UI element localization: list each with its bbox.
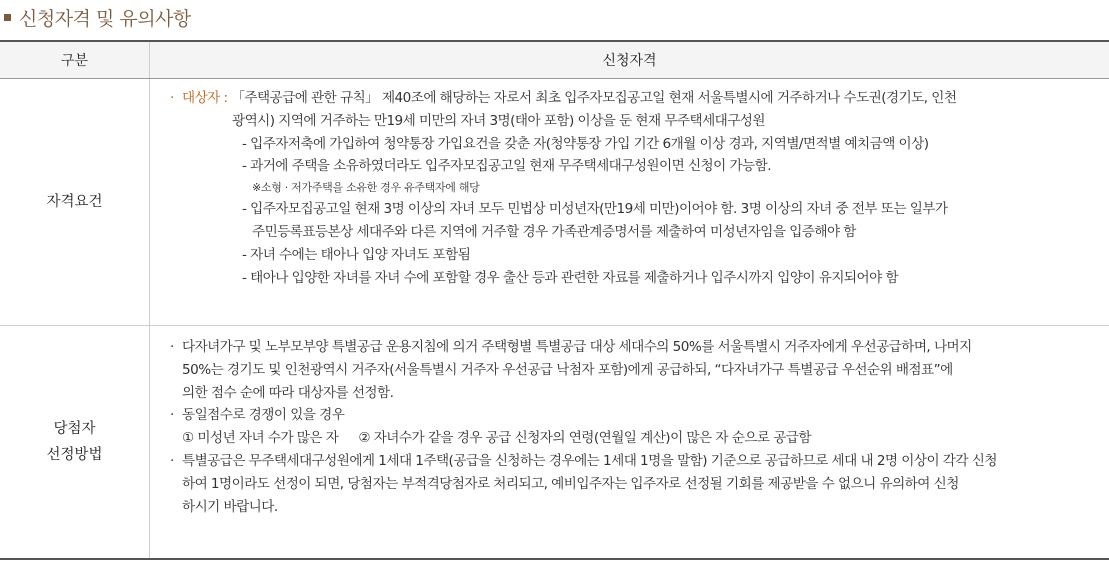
paragraph-text: 동일점수로 경쟁이 있을 경우 bbox=[182, 407, 345, 424]
requirement-item: - 자녀 수에는 태아나 입양 자녀도 포함됨 bbox=[242, 246, 471, 263]
header-qualification: 신청자격 bbox=[150, 41, 1109, 79]
selection-content bbox=[150, 326, 1109, 560]
paragraph-cont: 하여 1명이라도 선정이 되면, 당첨자는 부적격당첨자로 처리되고, 예비입주자는 입주자로 선정될 기회를 제공받을 수 없으니 유의하여 신청 bbox=[182, 475, 959, 492]
paragraph-text: 다자녀가구 및 노부모부양 특별공급 운용지침에 의거 주택형별 특별공급 대상 세대수의 50%를 서울특별시 거주자에게 우선공급하며, 나머지 bbox=[182, 339, 972, 355]
selection-paragraph bbox=[170, 450, 1101, 473]
requirement-item: - 입주자모집공고일 현재 3명 이상의 자녀 모두 민법상 미성년자(만19세 미만)이어야 함. 3명 이상의 자녀 중 전부 또는 일부가 bbox=[242, 201, 948, 218]
header-category: 구분 bbox=[0, 41, 150, 79]
requirement-item: - 입주자저축에 가입하여 청약통장 가입요건을 갖춘 자(청약통장 가입 기간 6개월 이상 경과, 지역별/면적별 예치금액 이상) bbox=[242, 135, 929, 152]
qualification-table bbox=[0, 40, 1109, 560]
table-row-eligibility bbox=[0, 79, 1109, 326]
requirement-item: - 과거에 주택을 소유하였더라도 입주자모집공고일 현재 무주택세대구성원이면 신청이 가능함. bbox=[242, 158, 771, 175]
middle-dot-icon: · bbox=[170, 452, 174, 469]
tiebreak-option-2: ② 자녀수가 같을 경우 공급 신청자의 연령(연월일 계산)이 많은 자 순으로 공급함 bbox=[358, 430, 811, 447]
target-text-cont: 광역시) 지역에 거주하는 만19세 미만의 자녀 3명(태아 포함) 이상을 둔 현재 무주택세대구성원 bbox=[232, 112, 765, 129]
section-title: 신청자격 및 유의사항 bbox=[19, 7, 191, 30]
selection-paragraph bbox=[170, 404, 1101, 427]
middle-dot-icon: · bbox=[170, 407, 174, 424]
square-bullet-icon bbox=[4, 14, 11, 21]
tiebreak-option-1: ① 미성년 자녀 수가 많은 자 bbox=[182, 430, 339, 447]
row-label-line: 당첨자 bbox=[53, 421, 96, 437]
paragraph-cont: 50%는 경기도 및 인천광역시 거주자(서울특별시 거주자 우선공급 낙첨자 포함)에게 공급하되, “다자녀가구 특별공급 우선순위 배점표”에 bbox=[182, 361, 953, 378]
middle-dot-icon: · bbox=[170, 90, 174, 106]
requirement-note: ※소형 · 저가주택을 소유한 경우 유주택자에 해당 bbox=[252, 181, 480, 195]
table-header-row bbox=[0, 41, 1109, 79]
paragraph-cont: 의한 점수 순에 따라 대상자를 선정함. bbox=[182, 384, 394, 401]
requirement-item: - 태아나 입양한 자녀를 자녀 수에 포함할 경우 출산 등과 관련한 자료를 제출하거나 입주시까지 입양이 유지되어야 함 bbox=[242, 269, 899, 286]
tiebreak-options bbox=[170, 427, 1101, 450]
row-label-selection bbox=[0, 326, 150, 560]
target-line bbox=[170, 87, 1101, 110]
table-row-selection bbox=[0, 326, 1109, 560]
paragraph-text: 특별공급은 무주택세대구성원에게 1세대 1주택(공급을 신청하는 경우에는 1세대 1명을 말함) 기준으로 공급하므로 세대 내 2명 이상이 각각 신청 bbox=[182, 452, 997, 469]
eligibility-content bbox=[150, 79, 1109, 326]
middle-dot-icon: · bbox=[170, 339, 174, 355]
requirement-item-cont: 주민등록표등본상 세대주와 다른 지역에 거주할 경우 가족관계증명서를 제출하여 미성년자임을 입증해야 함 bbox=[252, 223, 856, 240]
target-label: 대상자 : bbox=[182, 90, 228, 106]
selection-paragraph bbox=[170, 336, 1101, 359]
target-text: 「주택공급에 관한 규칙」 제40조에 해당하는 자로서 최초 입주자모집공고일 현재 서울특별시에 거주하거나 수도권(경기도, 인천 bbox=[231, 90, 957, 106]
row-label-line: 선정방법 bbox=[46, 447, 103, 463]
row-label-eligibility: 자격요건 bbox=[0, 79, 150, 326]
paragraph-cont: 하시기 바랍니다. bbox=[182, 498, 278, 515]
section-heading bbox=[2, 2, 191, 32]
